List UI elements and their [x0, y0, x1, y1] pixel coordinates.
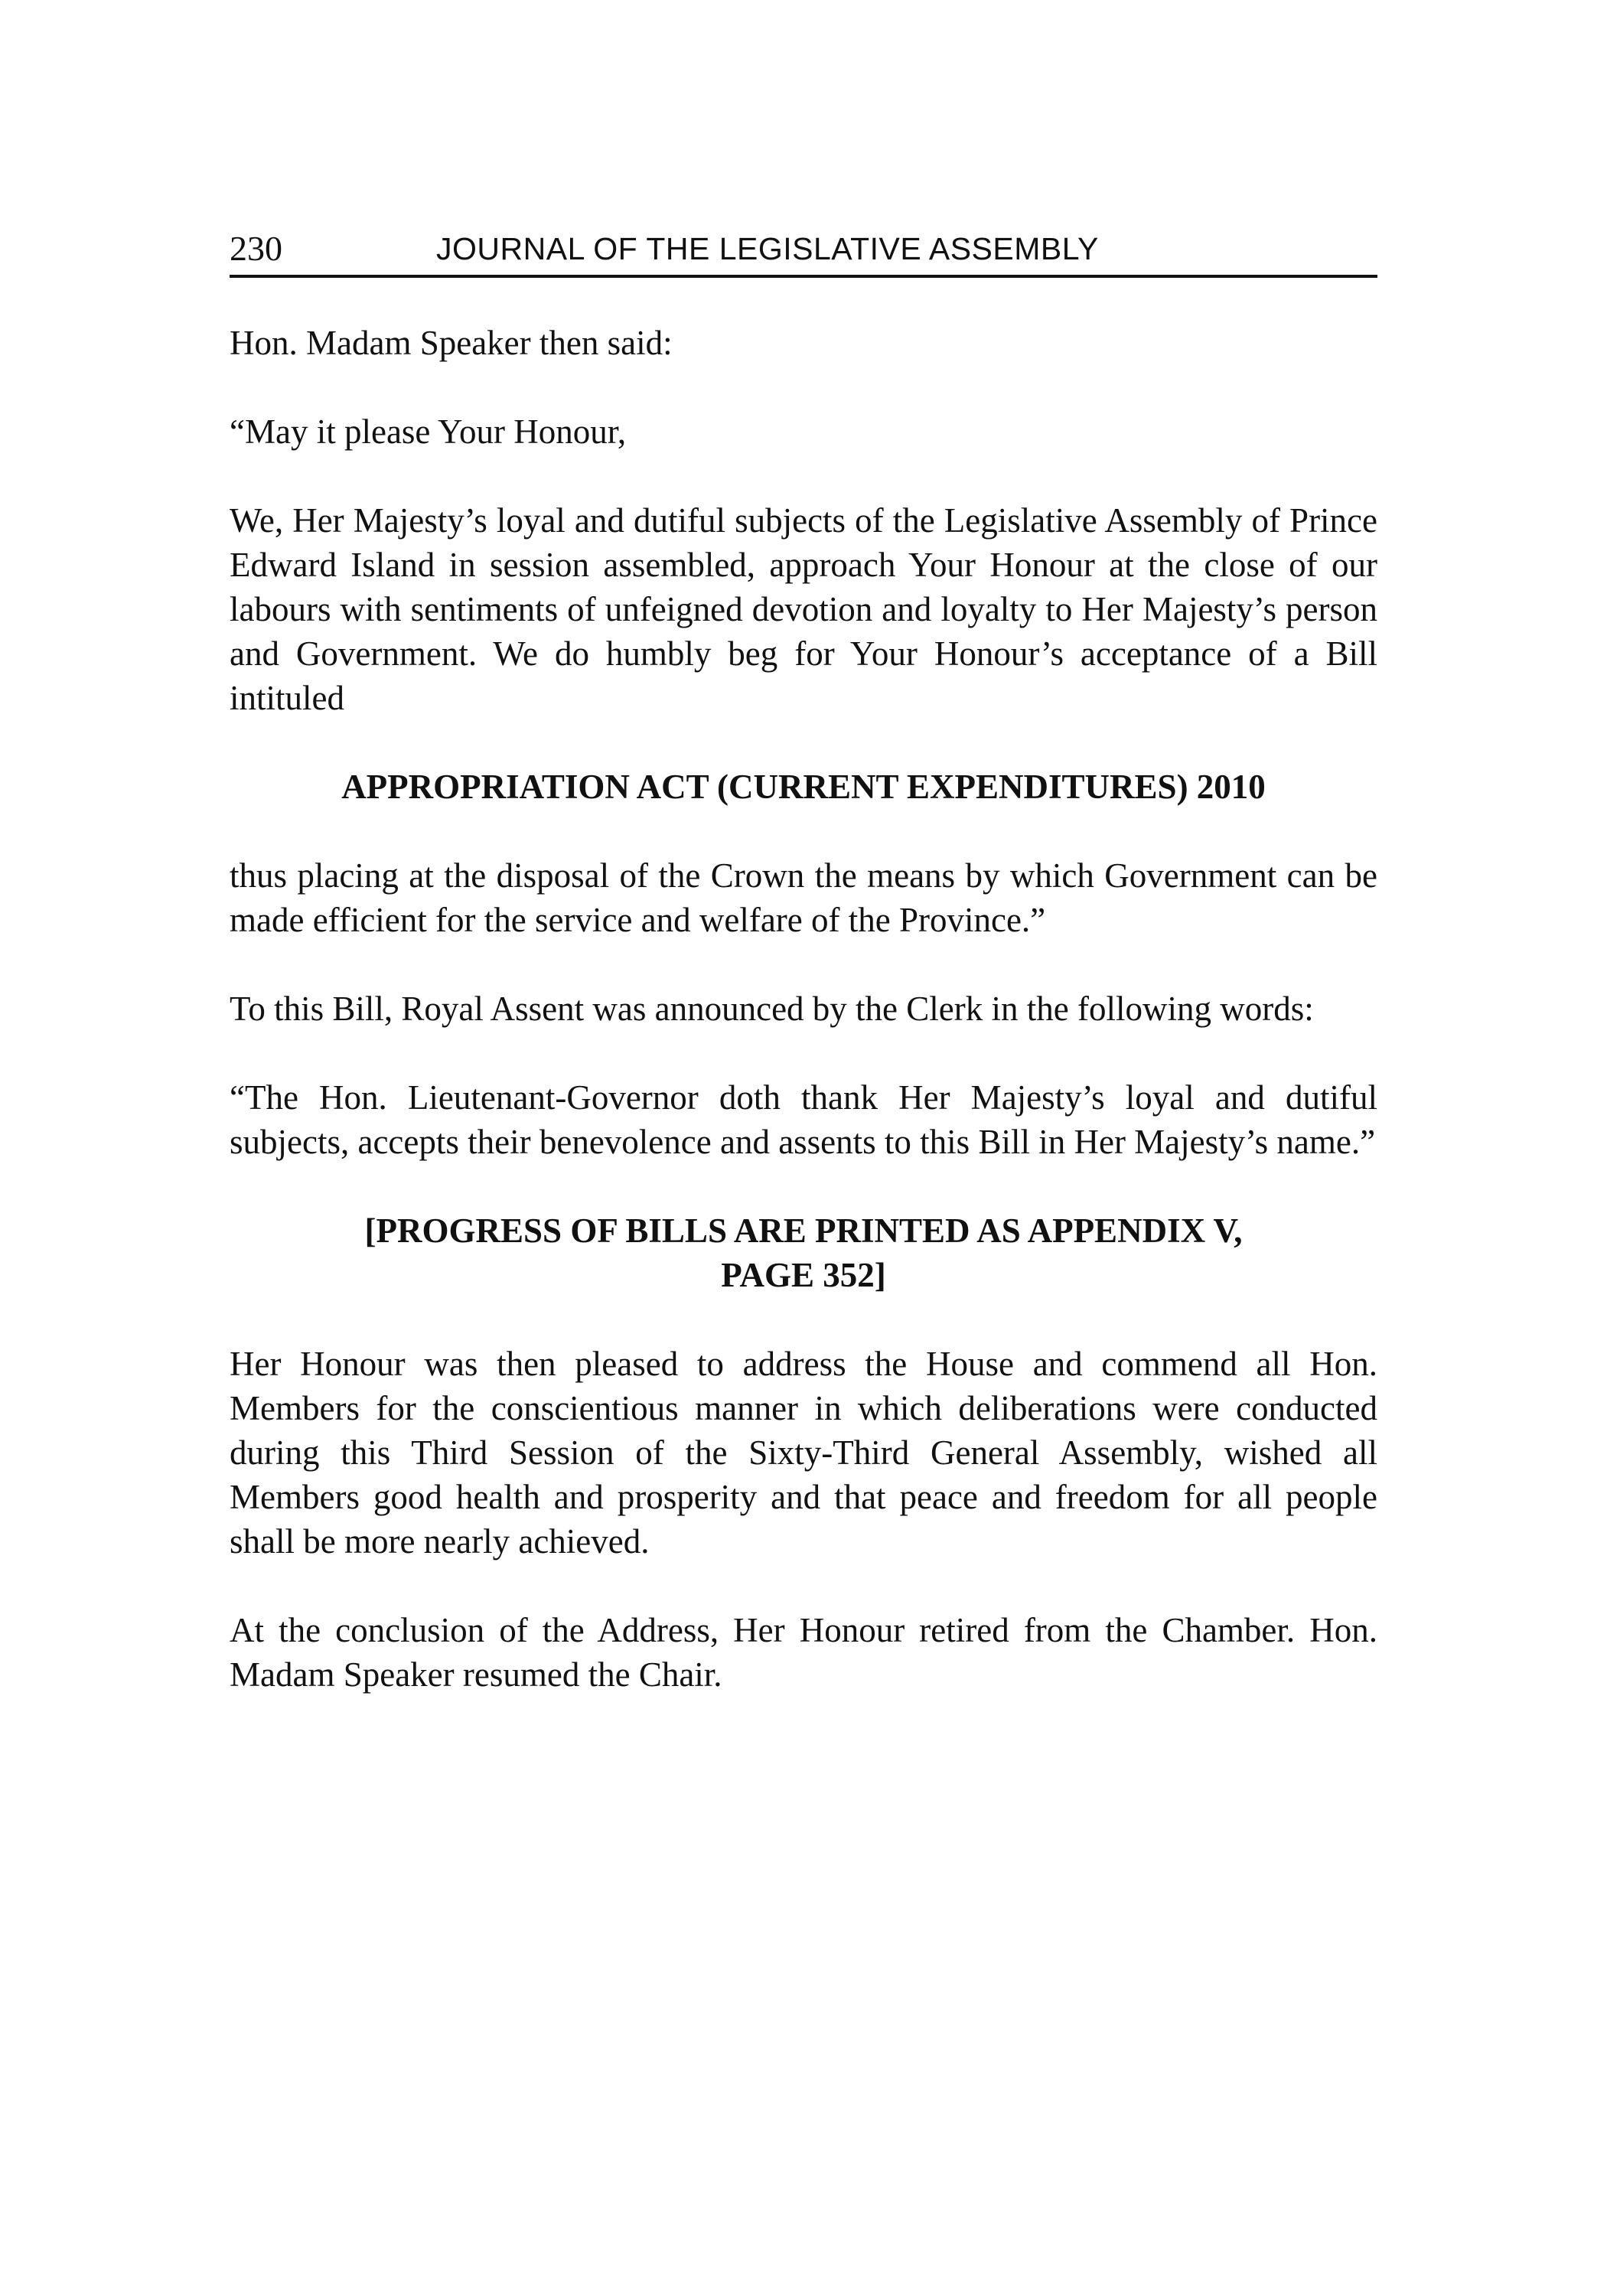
address-paragraph: We, Her Majesty’s loyal and dutiful subjects of the Legislative Assembly of Prince Edward Island in session assembled, approach Your Honour at the close of our labours with sentiments of unfeigned devotion and loyalty to Her Majesty’s person and Government. We do humbly beg for Your Honour’s acceptance of a Bill intituled	[230, 501, 1377, 717]
page-number: 230	[230, 229, 282, 268]
royal-assent-paragraph: To this Bill, Royal Assent was announced by the Clerk in the following words:	[230, 990, 1314, 1028]
speaker-intro-paragraph: Hon. Madam Speaker then said:	[230, 324, 673, 362]
lieutenant-governor-quote: “The Hon. Lieutenant-Governor doth thank Her Majesty’s loyal and dutiful subjects, accepts their benevolence and assents to this Bill in Her Majesty’s name.”	[230, 1078, 1377, 1161]
bill-title-heading: APPROPRIATION ACT (CURRENT EXPENDITURES) 2010	[341, 768, 1266, 806]
address-salutation: “May it please Your Honour,	[230, 413, 627, 451]
appendix-note-heading	[230, 1208, 1377, 1297]
appendix-note-line-2: PAGE 352]	[721, 1256, 886, 1294]
appendix-note-line-1: [PROGRESS OF BILLS ARE PRINTED AS APPENDIX V,	[364, 1212, 1243, 1250]
running-title: JOURNAL OF THE LEGISLATIVE ASSEMBLY	[436, 231, 1099, 266]
journal-page	[230, 226, 1377, 1741]
page-header	[230, 226, 1377, 278]
honour-address-paragraph: Her Honour was then pleased to address the House and commend all Hon. Members for the conscientious manner in which deliberations were conducted during this Third Session of the Sixty-Third General Assembly, wished all Members good health and prosperity and that peace and freedom for all people shall be more nearly achieved.	[230, 1345, 1377, 1561]
address-closing-paragraph: thus placing at the disposal of the Crown the means by which Government can be made efficient for the service and welfare of the Province.”	[230, 856, 1377, 939]
conclusion-paragraph: At the conclusion of the Address, Her Honour retired from the Chamber. Hon. Madam Speaker resumed the Chair.	[230, 1611, 1377, 1694]
page-content	[230, 321, 1377, 1697]
